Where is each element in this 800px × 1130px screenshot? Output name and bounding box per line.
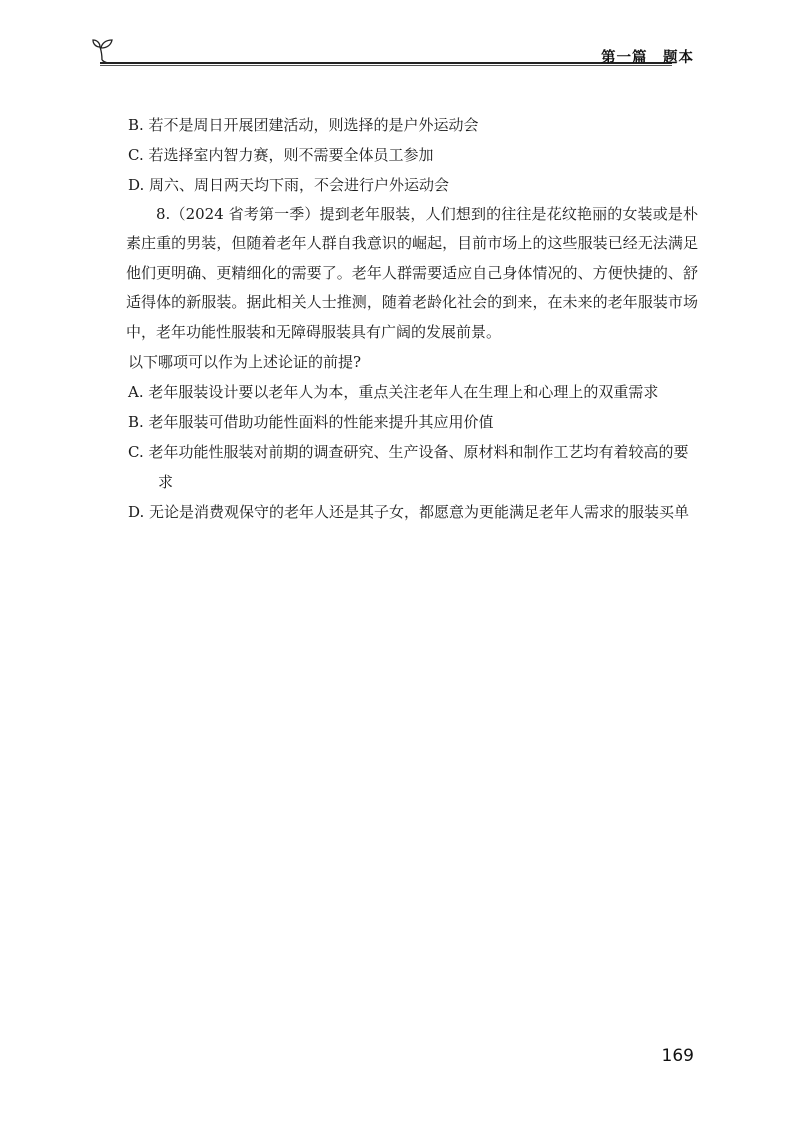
- question-8-stem: 8.（2024 省考第一季）提到老年服装，人们想到的往往是花纹艳丽的女装或是朴素庄重的男装，但随着老年人群自我意识的崛起，目前市场上的这些服装已经无法满足他们更明确、更精细化的需要了。老年人群需要适应自己身体情况的、方便快捷的、舒适得体的新服装。据此相关人士推测，随着老龄化社会的到来，在未来的老年服装市场中，老年功能性服装和无障碍服装具有广阔的发展前景。: [126, 205, 698, 341]
- page-header: [92, 36, 694, 70]
- sprout-icon: [92, 36, 114, 62]
- header-rule-thin: [100, 65, 672, 66]
- question-8-option-b: B. 老年服装可借助功能性面料的性能来提升其应用价值: [128, 413, 494, 432]
- question-8-option-c: C. 老年功能性服装对前期的调查研究、生产设备、原材料和制作工艺均有着较高的要求: [128, 443, 689, 492]
- page-body: [128, 110, 698, 527]
- prev-option-b: B. 若不是周日开展团建活动，则选择的是户外运动会: [128, 116, 479, 134]
- question-8-option-a: A. 老年服装设计要以老年人为本，重点关注老年人在生理上和心理上的双重需求: [128, 383, 659, 402]
- question-8-option-d: D. 无论是消费观保守的老年人还是其子女，都愿意为更能满足老年人需求的服装买单: [128, 503, 690, 522]
- prev-option-c: C. 若选择室内智力赛，则不需要全体员工参加: [128, 146, 434, 164]
- page-number: 169: [661, 1046, 694, 1066]
- chapter-title: 第一篇 题本: [601, 50, 694, 66]
- prev-option-d: D. 周六、周日两天均下雨，不会进行户外运动会: [128, 176, 450, 194]
- question-8-prompt: 以下哪项可以作为上述论证的前提?: [128, 353, 362, 372]
- header-rule: [100, 62, 672, 64]
